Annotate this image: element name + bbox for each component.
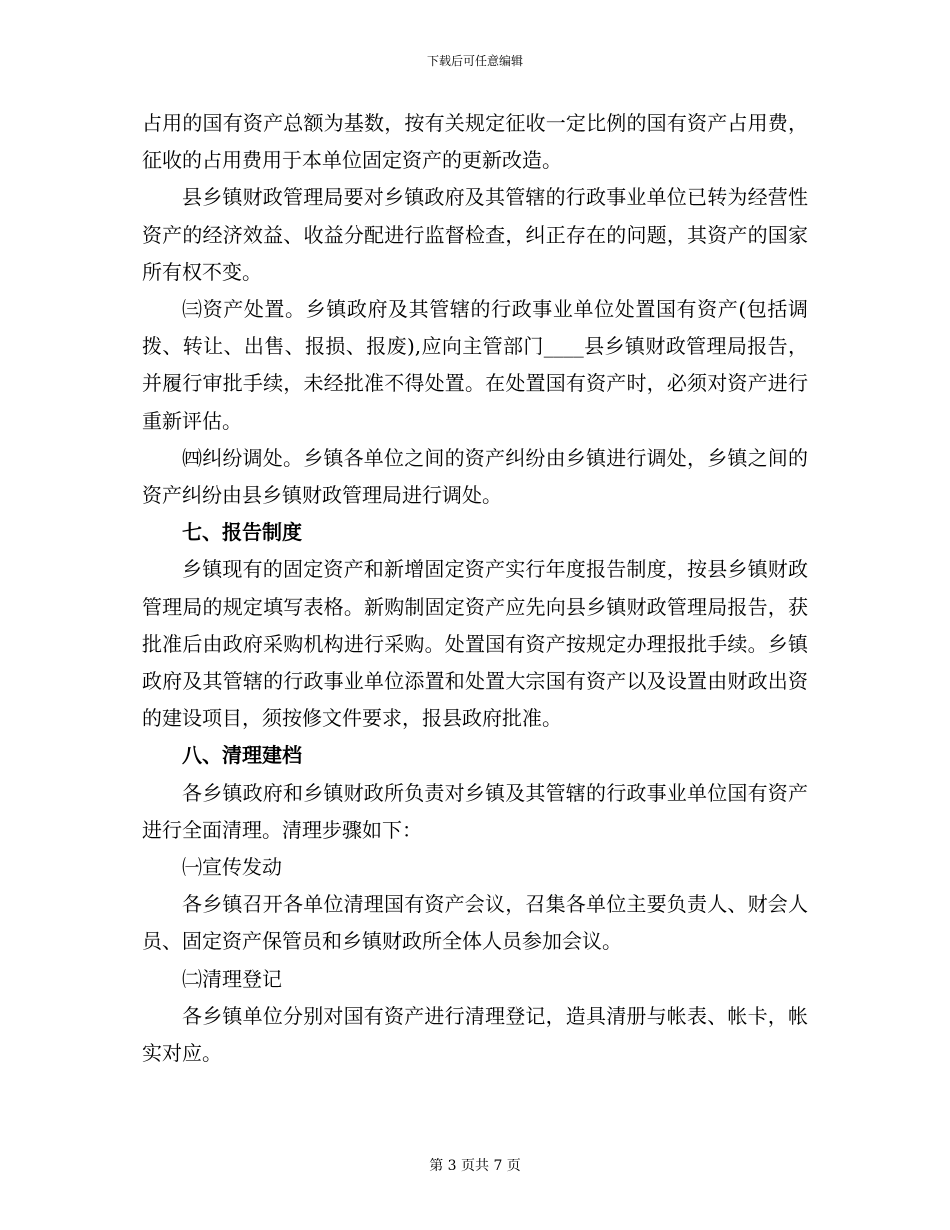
body-paragraph: 乡镇现有的固定资产和新增固定资产实行年度报告制度，按县乡镇财政管理局的规定填写表格。新购制固定资产应先向县乡镇财政管理局报告，获批准后由政府采购机构进行采购。处置国有资产按规定办理报批手续。乡镇政府及其管辖的行政事业单位添置和处置大宗国有资产以及设置由财政出资的建设项目，须按修文件要求，报县政府批准。 xyxy=(142,557,808,731)
body-paragraph: 各乡镇召开各单位清理国有资产会议，召集各单位主要负责人、财会人员、固定资产保管员和乡镇财政所全体人员参加会议。 xyxy=(142,892,808,954)
section-heading: 八、清理建档 xyxy=(182,743,302,768)
page-header: 下载后可任意编辑 xyxy=(426,54,523,68)
body-paragraph: 各乡镇政府和乡镇财政所负责对乡镇及其管辖的行政事业单位国有资产进行全面清理。清理步骤如下： xyxy=(142,780,808,842)
subsection-heading: ㈠宣传发动 xyxy=(182,855,282,880)
subsection-heading: ㈡清理登记 xyxy=(182,966,282,991)
body-paragraph: ㈢资产处置。乡镇政府及其管辖的行政事业单位处置国有资产(包括调拨、转让、出售、报损、报废),应向主管部门____县乡镇财政管理局报告，并履行审批手续，未经批准不得处置。在处置国有资产时，必须对资产进行重新评估。 xyxy=(142,297,808,433)
body-paragraph: 各乡镇单位分别对国有资产进行清理登记，造具清册与帐表、帐卡，帐实对应。 xyxy=(142,1003,808,1066)
page-footer: 第 3 页共 7 页 xyxy=(429,1158,521,1174)
body-paragraph: 县乡镇财政管理局要对乡镇政府及其管辖的行政事业单位已转为经营性资产的经济效益、收益分配进行监督检查，纠正存在的问题，其资产的国家所有权不变。 xyxy=(142,185,808,284)
body-paragraph: 占用的国有资产总额为基数，按有关规定征收一定比例的国有资产占用费，征收的占用费用于本单位固定资产的更新改造。 xyxy=(142,111,808,173)
document-body xyxy=(142,105,808,1072)
section-heading: 七、报告制度 xyxy=(182,520,302,545)
body-paragraph: ㈣纠纷调处。乡镇各单位之间的资产纠纷由乡镇进行调处，乡镇之间的资产纠纷由县乡镇财政管理局进行调处。 xyxy=(142,445,808,508)
